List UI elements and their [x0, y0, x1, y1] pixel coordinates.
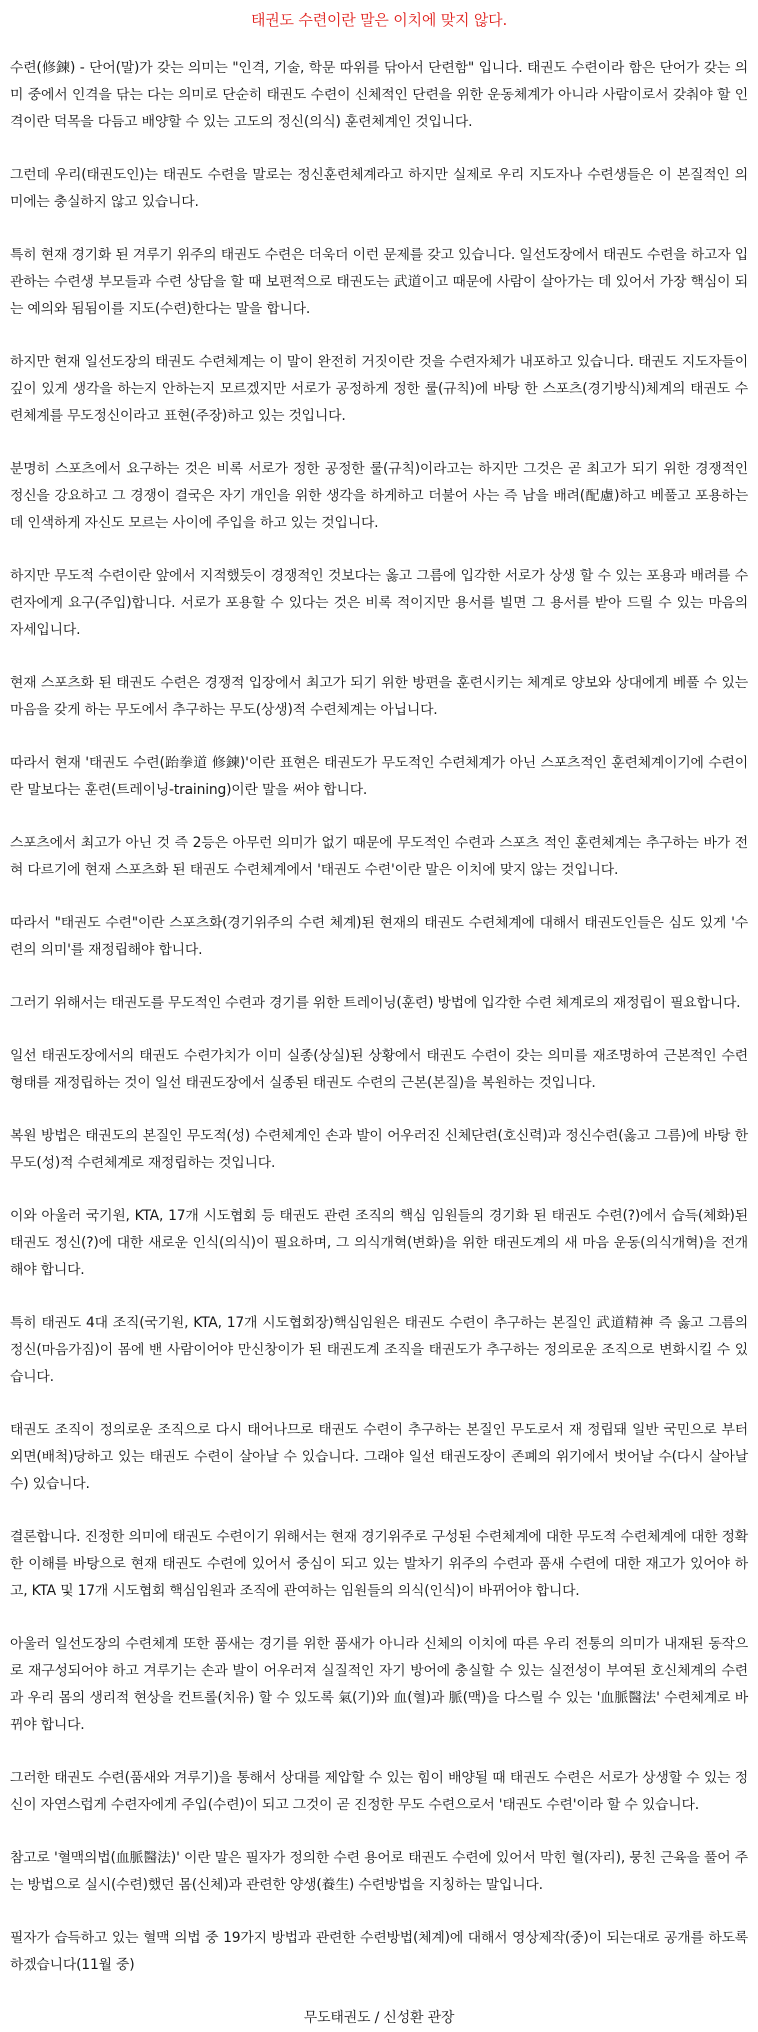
- paragraph: 참고로 '혈맥의법(血脈醫法)' 이란 말은 필자가 정의한 수련 용어로 태권도 수련에 있어서 막힌 혈(자리), 뭉친 근육을 풀어 주는 방법으로 실시(수련)했던 몸(신체)과 관련한 양생(養生) 수련방법을 지칭하는 말입니다.: [10, 1850, 748, 1893]
- paragraph: 그러기 위해서는 태권도를 무도적인 수련과 경기를 위한 트레이닝(훈련) 방법에 입각한 수련 체계로의 재정립이 필요합니다.: [10, 995, 741, 1011]
- paragraph: 스포츠에서 최고가 아닌 것 즉 2등은 아무런 의미가 없기 때문에 무도적인 수련과 스포츠 적인 훈련체계는 추구하는 바가 전혀 다르기에 현재 스포츠화 된 태권도 수련체계에서 '태권도 수련'이란 말은 이치에 맞지 않는 것입니다.: [10, 835, 748, 878]
- paragraph: 분명히 스포츠에서 요구하는 것은 비록 서로가 정한 공정한 룰(규칙)이라고는 하지만 그것은 곧 최고가 되기 위한 경쟁적인 정신을 강요하고 그 경쟁이 결국은 자기 개인을 위한 생각을 하게하고 더불어 사는 즉 남을 배려(配慮)하고 베풀고 포용하는데 인색하게 자신도 모르는 사이에 주입을 하고 있는 것입니다.: [10, 461, 748, 531]
- paragraph: 태권도 조직이 정의로운 조직으로 다시 태어나므로 태권도 수련이 추구하는 본질인 무도로서 재 정립돼 일반 국민으로 부터 외면(배척)당하고 있는 태권도 수련이 살아날 수 있습니다. 그래야 일선 태권도장이 존폐의 위기에서 벗어날 수(다시 살아날 수) 있습니다.: [10, 1422, 748, 1492]
- paragraph: 하지만 현재 일선도장의 태권도 수련체계는 이 말이 완전히 거짓이란 것을 수련자체가 내포하고 있습니다. 태권도 지도자들이 깊이 있게 생각을 하는지 안하는지 모르겠지만 서로가 공정하게 정한 룰(규칙)에 바탕 한 스포츠(경기방식)체계의 태권도 수련체계를 무도정신이라고 표현(주장)하고 있는 것입니다.: [10, 354, 748, 424]
- paragraph: 그런데 우리(태권도인)는 태권도 수련을 말로는 정신훈련체계라고 하지만 실제로 우리 지도자나 수련생들은 이 본질적인 의미에는 충실하지 않고 있습니다.: [10, 167, 748, 210]
- paragraph: 복원 방법은 태권도의 본질인 무도적(성) 수련체계인 손과 발이 어우러진 신체단련(호신력)과 정신수련(옳고 그름)에 바탕 한 무도(성)적 수련체계로 재정립하는 것입니다.: [10, 1128, 748, 1171]
- paragraph: 그러한 태권도 수련(품새와 겨루기)을 통해서 상대를 제압할 수 있는 힘이 배양될 때 태권도 수련은 서로가 상생할 수 있는 정신이 자연스럽게 수련자에게 주입(수련)이 되고 그것이 곧 진정한 무도 수련으로서 '태권도 수련'이라 할 수 있습니다.: [10, 1770, 748, 1813]
- paragraph: 일선 태권도장에서의 태권도 수련가치가 이미 실종(상실)된 상황에서 태권도 수련이 갖는 의미를 재조명하여 근본적인 수련 형태를 재정립하는 것이 일선 태권도장에서 실종된 태권도 수련의 근본(본질)을 복원하는 것입니다.: [10, 1048, 748, 1091]
- paragraph: 특히 현재 경기화 된 겨루기 위주의 태권도 수련은 더욱더 이런 문제를 갖고 있습니다. 일선도장에서 태권도 수련을 하고자 입관하는 수련생 부모들과 수련 상담을 할 때 보편적으로 태권도는 武道이고 때문에 사람이 살아가는 데 있어서 가장 핵심이 되는 예의와 됨됨이를 지도(수련)한다는 말을 합니다.: [10, 247, 748, 317]
- paragraph: 현재 스포츠화 된 태권도 수련은 경쟁적 입장에서 최고가 되기 위한 방편을 훈련시키는 체계로 양보와 상대에게 베풀 수 있는 마음을 갖게 하는 무도에서 추구하는 무도(상생)적 수련체계는 아닙니다.: [10, 675, 748, 718]
- paragraph: 아울러 일선도장의 수련체계 또한 품새는 경기를 위한 품새가 아니라 신체의 이치에 따른 우리 전통의 의미가 내재된 동작으로 재구성되어야 하고 겨루기는 손과 발이 어우러져 실질적인 자기 방어에 충실할 수 있는 실전성이 부여된 호신체계의 수련과 우리 몸의 생리적 현상을 컨트롤(치유) 할 수 있도록 氣(기)와 血(혈)과 脈(맥)을 다스릴 수 있는 '血脈醫法' 수련체계로 바뀌야 합니다.: [10, 1636, 748, 1733]
- author-signature: 무도태권도 / 신성환 관장: [303, 2010, 455, 2026]
- paragraph: 결론합니다. 진정한 의미에 태권도 수련이기 위해서는 현재 경기위주로 구성된 수련체계에 대한 무도적 수련체계에 대한 정확한 이해를 바탕으로 현재 태권도 수련에 있어서 중심이 되고 있는 발차기 위주의 수련과 품새 수련에 대한 재고가 있어야 하고, KTA 및 17개 시도협회 핵심임원과 조직에 관여하는 임원들의 의식(인식)이 바뀌어야 합니다.: [10, 1529, 748, 1599]
- paragraph: 특히 태권도 4대 조직(국기원, KTA, 17개 시도협회장)핵심임원은 태권도 수련이 추구하는 본질인 武道精神 즉 옳고 그름의 정신(마음가짐)이 몸에 밴 사람이어야 만신창이가 된 태권도계 조직을 태권도가 추구하는 정의로운 조직으로 변화시킬 수 있습니다.: [10, 1315, 748, 1385]
- paragraph: 이와 아울러 국기원, KTA, 17개 시도협회 등 태권도 관련 조직의 핵심 임원들의 경기화 된 태권도 수련(?)에서 습득(체화)된 태권도 정신(?)에 대한 새로운 인식(의식)이 필요하며, 그 의식개혁(변화)을 위한 태권도계의 새 마음 운동(의식개혁)을 전개해야 합니다.: [10, 1208, 748, 1278]
- paragraph: 하지만 무도적 수련이란 앞에서 지적했듯이 경쟁적인 것보다는 옳고 그름에 입각한 서로가 상생 할 수 있는 포용과 배려를 수련자에게 요구(주입)합니다. 서로가 포용할 수 있다는 것은 비록 적이지만 용서를 빌면 그 용서를 받아 드릴 수 있는 마음의 자세입니다.: [10, 568, 748, 638]
- paragraph: 따라서 현재 '태권도 수련(跆拳道 修鍊)'이란 표현은 태권도가 무도적인 수련체계가 아닌 스포츠적인 훈련체계이기에 수련이란 말보다는 훈련(트레이닝-training)이란 말을 써야 합니다.: [10, 755, 748, 798]
- paragraph: 수련(修鍊) - 단어(말)가 갖는 의미는 "인격, 기술, 학문 따위를 닦아서 단련함" 입니다. 태권도 수련이라 함은 단어가 갖는 의미 중에서 인격을 닦는 다는 의미로 단순히 태권도 수련이 신체적인 단련을 위한 운동체계가 아니라 사람이로서 갖춰야 할 인격이란 덕목을 다듬고 배양할 수 있는 고도의 정신(의식) 훈련체계인 것입니다.: [10, 60, 748, 130]
- article-title: 태권도 수련이란 말은 이치에 맞지 않다.: [250, 11, 508, 29]
- paragraph: 필자가 습득하고 있는 혈맥 의법 중 19가지 방법과 관련한 수련방법(체계)에 대해서 영상제작(중)이 되는대로 공개를 하도록 하겠습니다(11월 중): [10, 1930, 748, 1973]
- paragraph: 따라서 "태권도 수련"이란 스포츠화(경기위주의 수련 체계)된 현재의 태권도 수련체계에 대해서 태권도인들은 심도 있게 '수련의 의미'를 재정립해야 합니다.: [10, 915, 748, 958]
